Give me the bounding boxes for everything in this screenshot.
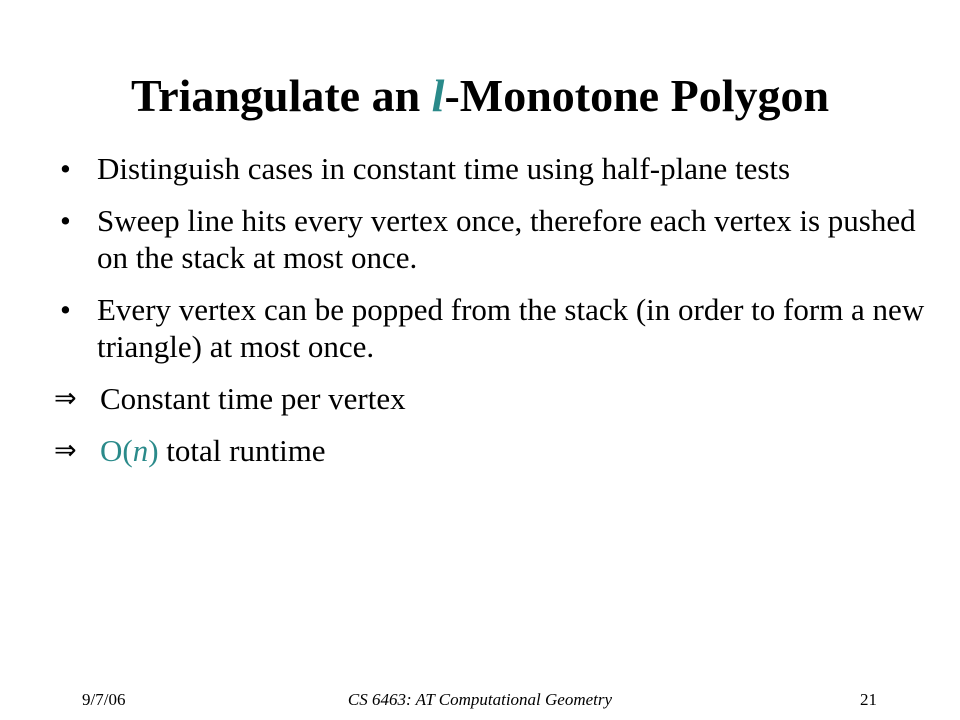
- implication-text: Constant time per vertex: [100, 381, 406, 416]
- footer-course: CS 6463: AT Computational Geometry: [347, 690, 613, 709]
- bullet-dot-icon: •: [60, 292, 71, 327]
- implication-item: [54, 432, 930, 469]
- big-o-suffix: ): [148, 433, 159, 468]
- title-accent-letter: l: [431, 70, 445, 121]
- implication-text: total runtime: [158, 433, 326, 468]
- bullet-dot-icon: •: [60, 151, 71, 186]
- title-prefix: Triangulate an: [130, 70, 432, 121]
- bullet-text: Sweep line hits every vertex once, therefore each vertex is pushed on the stack at most once.: [97, 203, 916, 275]
- bullet-item: [60, 291, 930, 365]
- bullet-item: [60, 202, 930, 276]
- footer-page-number: 21: [860, 690, 877, 709]
- footer-date: 9/7/06: [82, 690, 126, 709]
- implies-arrow-icon: ⇒: [54, 435, 77, 466]
- big-o-prefix: O(: [100, 433, 133, 468]
- big-o-variable: n: [132, 433, 149, 468]
- implication-item: [54, 380, 930, 417]
- bullet-dot-icon: •: [60, 203, 71, 238]
- bullet-list: [54, 150, 930, 484]
- bullet-item: [60, 150, 930, 187]
- title-suffix: -Monotone Polygon: [444, 70, 830, 121]
- bullet-text: Distinguish cases in constant time using half-plane tests: [97, 151, 791, 186]
- slide-title: [0, 66, 960, 126]
- implies-arrow-icon: ⇒: [54, 383, 77, 414]
- bullet-text: Every vertex can be popped from the stack (in order to form a new triangle) at most once.: [97, 292, 925, 364]
